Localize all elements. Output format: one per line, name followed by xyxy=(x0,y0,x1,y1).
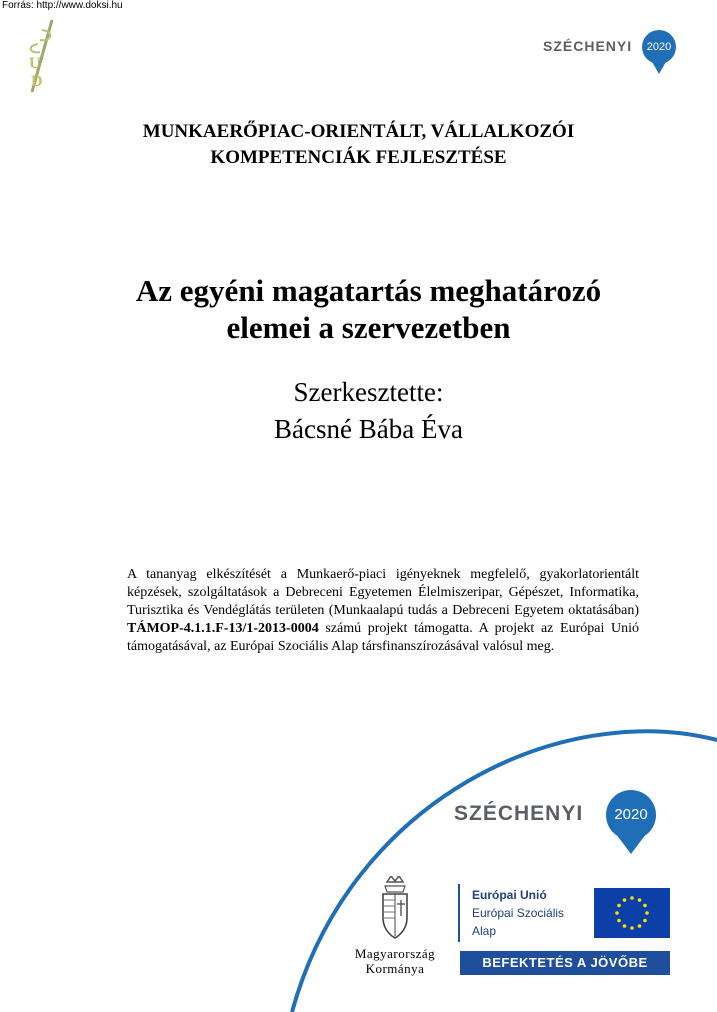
government-label xyxy=(335,946,455,976)
eu-star xyxy=(617,919,621,923)
eu-line1: Európai Unió xyxy=(472,888,547,902)
description-paragraph xyxy=(127,566,639,656)
eu-star xyxy=(638,924,642,928)
eu-star xyxy=(630,926,634,930)
eu-star xyxy=(615,911,619,915)
szechenyi-logo-top xyxy=(538,30,678,78)
eu-star xyxy=(645,911,649,915)
description-part2: számú projekt támogatta. A projekt az Európai Unió támogatásával, az Európai Szociális Alap társfinanszírozásával valósul meg. xyxy=(127,621,639,654)
pin-tip xyxy=(616,834,646,854)
project-code: TÁMOP-4.1.1.F-13/1-2013-0004 xyxy=(127,621,319,636)
document-title-line2: elemei a szervezetben xyxy=(226,310,511,345)
eu-star xyxy=(623,898,627,902)
source-note: Forrás: http://www.doksi.hu xyxy=(2,0,123,11)
eu-line3: Alap xyxy=(472,924,497,938)
eu-fund-label xyxy=(458,884,600,942)
location-pin-icon xyxy=(606,790,656,840)
project-heading-line1: MUNKAERŐPIAC-ORIENTÁLT, VÁLLALKOZÓI xyxy=(142,121,575,142)
location-pin-icon xyxy=(642,30,676,64)
svg-text:U: U xyxy=(29,55,41,72)
university-logo-icon xyxy=(22,18,58,96)
eu-star xyxy=(630,896,634,900)
szechenyi-word: SZÉCHENYI xyxy=(543,38,633,54)
svg-text:D: D xyxy=(31,73,43,90)
eu-flag-icon xyxy=(594,888,670,938)
hungarian-crest-icon xyxy=(375,876,415,942)
description-part1: A tananyag elkészítését a Munkaerő-piaci igényeknek megfelelő, gyakorlatorientált képzések, szolgáltatások a Debreceni Egyetemen Élelmiszeripar, Gépészet, Informatika, Turisztika és Vendéglátás területen (Munkaalapú tudás a Debreceni Egyetem oktatásában) xyxy=(127,567,639,618)
szechenyi-word: SZÉCHENYI xyxy=(454,802,584,825)
editor-name: Bácsné Bába Éva xyxy=(274,414,463,444)
year-label: 2020 xyxy=(646,41,672,53)
szechenyi-logo-bottom xyxy=(452,790,662,860)
editor-label: Szerkesztette: xyxy=(293,377,444,407)
government-line1: Magyarország xyxy=(354,946,436,961)
eu-star xyxy=(643,904,647,908)
project-heading-line2: KOMPETENCIÁK FEJLESZTÉSE xyxy=(210,147,507,168)
year-label: 2020 xyxy=(614,806,648,823)
document-title-line1: Az egyéni magatartás meghatározó xyxy=(135,273,602,308)
eu-star xyxy=(638,898,642,902)
pin-tip xyxy=(651,60,667,74)
eu-star xyxy=(643,919,647,923)
eu-line2: Európai Szociális xyxy=(472,906,565,920)
eu-star xyxy=(617,904,621,908)
government-line2: Kormánya xyxy=(365,961,425,976)
invest-banner: BEFEKTETÉS A JÖVŐBE xyxy=(460,951,670,975)
eu-star xyxy=(623,924,627,928)
